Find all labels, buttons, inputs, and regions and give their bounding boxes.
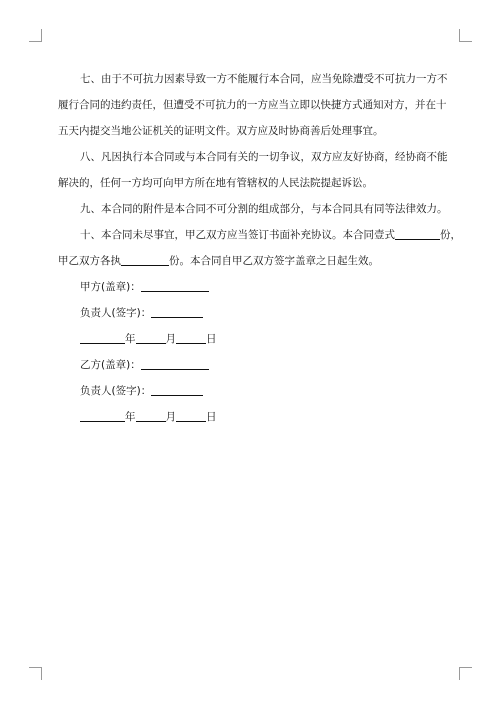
party-a-date-line: [58, 326, 442, 352]
party-a-year-blank[interactable]: [80, 331, 125, 344]
party-b-date-line: [58, 404, 442, 430]
crop-mark-top-right: [459, 29, 472, 42]
copies-each-blank[interactable]: [121, 253, 169, 266]
clause-10-text-a: 十、本合同未尽事宜，甲乙双方应当签订书面补充协议。本合同壹式: [80, 229, 395, 241]
party-b-year-label: 年: [125, 411, 136, 423]
party-a-month-label: 月: [165, 333, 176, 345]
clause-7-line-2: 履行合同的违约责任，但遭受不可抗力的一方应当立即以快捷方式通知对方，并在十: [58, 99, 447, 111]
clause-10-line-1: [58, 222, 461, 248]
crop-mark-bottom-left: [29, 667, 42, 680]
party-a-month-blank[interactable]: [136, 331, 166, 344]
party-b-month-label: 月: [165, 411, 176, 423]
copies-total-blank[interactable]: [395, 227, 440, 240]
party-b-signer-line: [58, 378, 442, 404]
party-b-seal-blank[interactable]: [141, 357, 209, 370]
clause-10-text-c: 甲乙双方各执: [58, 255, 121, 267]
party-a-year-label: 年: [125, 333, 136, 345]
clause-10-text-d: 份。本合同自甲乙双方签字盖章之日起生效。: [169, 255, 379, 267]
party-b-signer-label: 负责人(签字)：: [80, 385, 152, 397]
party-a-signer-line: [58, 300, 442, 326]
party-a-seal-blank[interactable]: [141, 279, 209, 292]
clause-8-line-2: 解决的，任何一方均可向甲方所在地有管辖权的人民法院提起诉讼。: [58, 177, 373, 189]
crop-mark-bottom-right: [459, 667, 472, 680]
party-a-seal-line: [58, 274, 442, 300]
clause-7-line-1: 七、由于不可抗力因素导致一方不能履行本合同，应当免除遭受不可抗力一方不: [80, 73, 448, 85]
party-b-day-label: 日: [206, 411, 217, 423]
crop-mark-top-left: [29, 29, 42, 42]
party-b-seal-line: [58, 352, 442, 378]
party-a-signer-label: 负责人(签字)：: [80, 307, 152, 319]
party-a-label: 甲方(盖章)：: [80, 281, 141, 293]
clause-8-line-1: 八、凡因执行本合同或与本合同有关的一切争议，双方应友好协商，经协商不能: [80, 151, 448, 163]
party-b-day-blank[interactable]: [176, 409, 206, 422]
contract-body: [58, 66, 461, 430]
party-a-day-blank[interactable]: [176, 331, 206, 344]
clause-10-text-b: 份，: [440, 229, 461, 241]
party-a-day-label: 日: [206, 333, 217, 345]
party-a-signer-blank[interactable]: [151, 305, 203, 318]
party-b-label: 乙方(盖章)：: [80, 359, 141, 371]
party-b-year-blank[interactable]: [80, 409, 125, 422]
clause-9-line-1: 九、本合同的附件是本合同不可分割的组成部分，与本合同具有同等法律效力。: [80, 203, 448, 215]
party-b-signer-blank[interactable]: [151, 383, 203, 396]
clause-10-line-2: [58, 248, 442, 274]
party-b-month-blank[interactable]: [136, 409, 166, 422]
clause-7-line-3: 五天内提交当地公证机关的证明文件。双方应及时协商善后处理事宜。: [58, 125, 384, 137]
